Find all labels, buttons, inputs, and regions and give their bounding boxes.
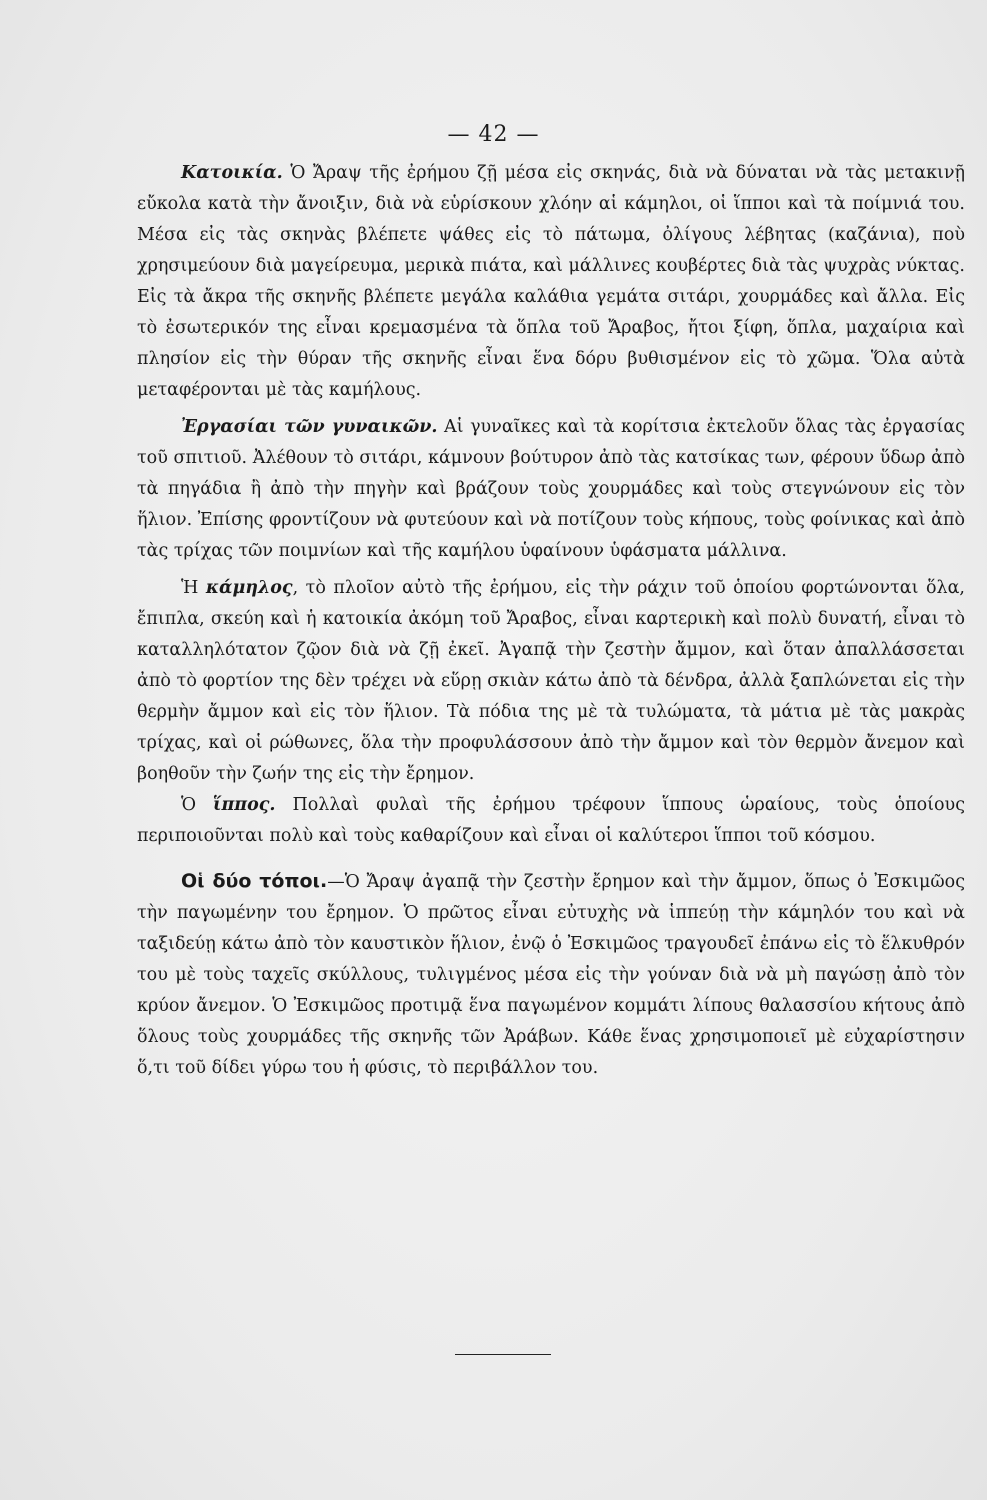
heading-camel: κάμηλος — [205, 578, 293, 598]
heading-womens-work: Ἐργασίαι τῶν γυναικῶν. — [181, 417, 438, 437]
paragraph-text: Πολλαὶ φυλαὶ τῆς ἐρήμου τρέφουν ἵππους ὡραίους, τοὺς ὁποίους περιποιοῦνται πολὺ καὶ τοὺς καθαρίζουν καὶ εἶναι οἱ καλύτεροι ἵπποι τοῦ κόσμου. — [137, 795, 965, 846]
paragraph-text: Ὁ Ἄραψ τῆς ἐρήμου ζῇ μέσα εἰς σκηνάς, διὰ νὰ δύναται νὰ τὰς μετακινῇ εὔκολα κατὰ τὴν ἄνοιξιν, διὰ νὰ εὑρίσκουν χλόην αἱ κάμηλοι, οἱ ἵπποι καὶ τὰ ποίμνιά του. Μέσα εἰς τὰς σκηνὰς βλέπετε ψάθες εἰς τὸ πάτωμα, ὀλίγους λέβητας (καζάνια), ποὺ χρησιμεύουν διὰ μαγείρευμα, μερικὰ πιάτα, καὶ μάλλινες κουβέρτες διὰ τὰς ψυχρὰς νύκτας. Εἰς τὰ ἄκρα τῆς σκηνῆς βλέπετε μεγάλα καλάθια γεμάτα σιτάρι, χουρμάδες καὶ ἄλλα. Εἰς τὸ ἐσωτερικόν της εἶναι κρεμασμένα τὰ ὅπλα τοῦ Ἄραβος, ἤτοι ξίφη, ὅπλα, μαχαίρια καὶ πλησίον εἰς τὴν θύραν τῆς σκηνῆς εἶναι ἕνα δόρυ βυθισμένον εἰς τὸ χῶμα. Ὅλα αὐτὰ μεταφέρονται μὲ τὰς καμήλους. — [137, 163, 965, 400]
paragraph-prefix: Ἡ — [181, 578, 206, 598]
heading-two-places: Οἱ δύο τόποι. — [181, 870, 328, 892]
paragraph-text: —Ὁ Ἄραψ ἀγαπᾷ τὴν ζεστὴν ἔρημον καὶ τὴν ἄμμον, ὅπως ὁ Ἐσκιμῶος τὴν παγωμένην του ἔρημον. Ὁ πρῶτος εἶναι εὐτυχὴς νὰ ἱππεύῃ τὴν κάμηλόν του καὶ νὰ ταξιδεύῃ κάτω ἀπὸ τὸν καυστικὸν ἥλιον, ἐνῷ ὁ Ἐσκιμῶος τραγουδεῖ ἐπάνω εἰς τὸ ἕλκυθρόν του μὲ τοὺς ταχεῖς σκύλλους, τυλιγμένος μέσα εἰς τὴν γούναν διὰ νὰ μὴ παγώσῃ ἀπὸ τὸν κρύον ἄνεμον. Ὁ Ἐσκιμῶος προτιμᾷ ἕνα παγωμένον κομμάτι λίπους θαλασσίου κήτους ἀπὸ ὅλους τοὺς χουρμάδες τῆς σκηνῆς τῶν Ἀράβων. Κάθε ἕνας χρησιμοποιεῖ μὲ εὐχαρίστησιν ὅ,τι τοῦ δίδει γύρω του ἡ φύσις, τὸ περιβάλλον του. — [137, 872, 965, 1078]
paragraph-text: Αἱ γυναῖκες καὶ τὰ κορίτσια ἐκτελοῦν ὅλας τὰς ἐργασίας τοῦ σπιτιοῦ. Ἀλέθουν τὸ σιτάρι, κάμνουν βούτυρον ἀπὸ τὰς κατσίκας των, φέρουν ὕδωρ ἀπὸ τὰ πηγάδια ἢ ἀπὸ τὴν πηγὴν καὶ βράζουν τοὺς χουρμάδες καὶ τοὺς στεγνώνουν εἰς τὸν ἥλιον. Ἐπίσης φροντίζουν νὰ φυτεύουν καὶ νὰ ποτίζουν τοὺς κήπους, τοὺς φοίνικας καὶ ἀπὸ τὰς τρίχας τῶν ποιμνίων καὶ τῆς καμήλου ὑφαίνουν ὑφάσματα μάλλινα. — [137, 417, 965, 561]
paragraph-text: , τὸ πλοῖον αὐτὸ τῆς ἐρήμου, εἰς τὴν ράχιν τοῦ ὁποίου φορτώνονται ὅλα, ἔπιπλα, σκεύη καὶ ἡ κατοικία ἀκόμη τοῦ Ἄραβος, εἶναι καρτερικὴ καὶ πολὺ δυνατή, εἶναι τὸ καταλληλότατον ζῷον διὰ νὰ ζῇ ἐκεῖ. Ἀγαπᾷ τὴν ζεστὴν ἄμμον, καὶ ὅταν ἀπαλλάσσεται ἀπὸ τὸ φορτίον της δὲν τρέχει νὰ εὕρῃ σκιὰν κάτω ἀπὸ τὰ δένδρα, ἀλλὰ ξαπλώνεται εἰς τὴν θερμὴν ἄμμον καὶ εἰς τὸν ἥλιον. Τὰ πόδια της μὲ τὰ τυλώματα, τὰ μάτια μὲ τὰς μακρὰς τρίχας, καὶ οἱ ρώθωνες, ὅλα τὴν προφυλάσσουν ἀπὸ τὴν ἄμμον καὶ τὸν θερμὸν ἄνεμον καὶ βοηθοῦν τὴν ζωήν της εἰς τὴν ἔρημον. — [137, 578, 965, 784]
body-text — [137, 158, 965, 1084]
heading-dwelling: Κατοικία. — [181, 163, 283, 183]
end-divider-line — [455, 1354, 551, 1355]
heading-horse: ἵππος. — [213, 795, 276, 815]
page-number: — 42 — — [447, 122, 540, 147]
paragraph-prefix: Ὁ — [181, 795, 214, 815]
paragraph-dwelling — [137, 158, 965, 406]
paragraph-horse — [137, 790, 965, 852]
paragraph-camel — [137, 573, 965, 790]
paragraph-womens-work — [137, 412, 965, 567]
paragraph-two-places — [137, 866, 965, 1084]
